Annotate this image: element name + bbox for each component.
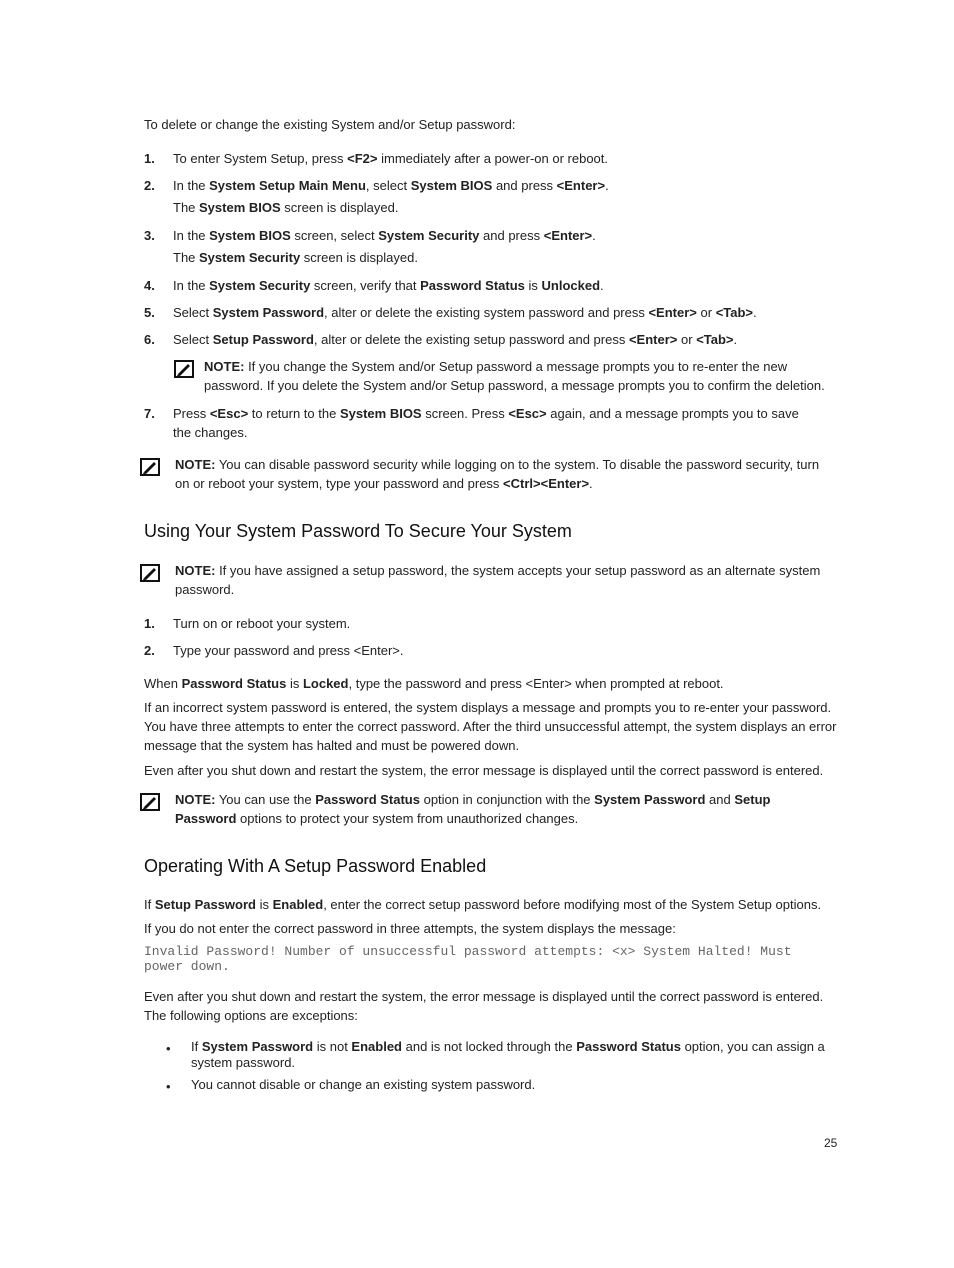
step-number: 3.	[144, 228, 155, 243]
step-subtext: The System BIOS screen is displayed.	[173, 200, 399, 215]
step-number: 2.	[144, 643, 155, 658]
bullet-item: If System Password is not Enabled and is not locked through the Password Status option, you can assign a system password.	[191, 1039, 825, 1070]
section-heading: Operating With A Setup Password Enabled	[144, 856, 487, 876]
note-pencil-icon	[140, 793, 160, 811]
step-text: Type your password and press <Enter>.	[173, 643, 404, 658]
step-number: 2.	[144, 178, 155, 193]
paragraph: If Setup Password is Enabled, enter the correct setup password before modifying most of the System Setup options.	[144, 897, 822, 912]
note-pencil-icon	[140, 458, 160, 476]
bullet-item: You cannot disable or change an existing system password.	[191, 1077, 536, 1092]
paragraph: Even after you shut down and restart the system, the error message is displayed until the correct password is entered. The following options are exceptions:	[144, 989, 824, 1023]
step-text: Press <Esc> to return to the System BIOS screen. Press <Esc> again, and a message prompts you to save the changes.	[173, 406, 799, 440]
note-text: NOTE: You can use the Password Status option in conjunction with the System Password and Setup Password options to protect your system from unauthorized changes.	[175, 792, 771, 826]
step-text: In the System Security screen, verify that Password Status is Unlocked.	[173, 278, 604, 293]
note-text: NOTE: If you change the System and/or Setup password a message prompts you to re-enter the new password. If you delete the System and/or Setup password, a message prompts you to confirm the deletion.	[204, 359, 825, 393]
paragraph: When Password Status is Locked, type the password and press <Enter> when prompted at reboot.	[144, 676, 724, 691]
note-pencil-icon	[174, 360, 194, 378]
step-text: In the System Setup Main Menu, select System BIOS and press <Enter>.	[173, 178, 609, 193]
step-text: Select System Password, alter or delete the existing system password and press <Enter> or <Tab>.	[173, 305, 757, 320]
step-number: 6.	[144, 332, 155, 347]
step-number: 4.	[144, 278, 155, 293]
note-text: NOTE: You can disable password security while logging on to the system. To disable the password security, turn on or reboot your system, type your password and press <Ctrl><Enter>.	[175, 457, 820, 491]
step-subtext: The System Security screen is displayed.	[173, 250, 418, 265]
code-message: Invalid Password! Number of unsuccessful password attempts: <x> System Halted! Must power down.	[144, 944, 792, 974]
step-number: 1.	[144, 616, 155, 631]
page-number: 25	[824, 1136, 838, 1150]
step-text: Turn on or reboot your system.	[173, 616, 351, 631]
step-number: 7.	[144, 406, 155, 421]
bullet-icon: •	[166, 1079, 171, 1094]
section-heading: Using Your System Password To Secure Your System	[144, 521, 572, 541]
step-text: Select Setup Password, alter or delete the existing setup password and press <Enter> or <Tab>.	[173, 332, 738, 347]
step-number: 5.	[144, 305, 155, 320]
paragraph: If an incorrect system password is entered, the system displays a message and prompts you to re-enter your password. You have three attempts to enter the correct password. After the third unsuccessful attempt, the system displays an error message that the system has halted and must be powered down.	[144, 700, 837, 753]
step-text: To enter System Setup, press <F2> immediately after a power-on or reboot.	[173, 151, 608, 166]
paragraph: If you do not enter the correct password in three attempts, the system displays the message:	[144, 921, 676, 936]
step-number: 1.	[144, 151, 155, 166]
note-pencil-icon	[140, 564, 160, 582]
note-text: NOTE: If you have assigned a setup password, the system accepts your setup password as an alternate system password.	[175, 563, 821, 597]
intro-text: To delete or change the existing System and/or Setup password:	[144, 117, 516, 132]
bullet-icon: •	[166, 1041, 171, 1056]
paragraph: Even after you shut down and restart the system, the error message is displayed until the correct password is entered.	[144, 763, 824, 778]
step-text: In the System BIOS screen, select System Security and press <Enter>.	[173, 228, 596, 243]
